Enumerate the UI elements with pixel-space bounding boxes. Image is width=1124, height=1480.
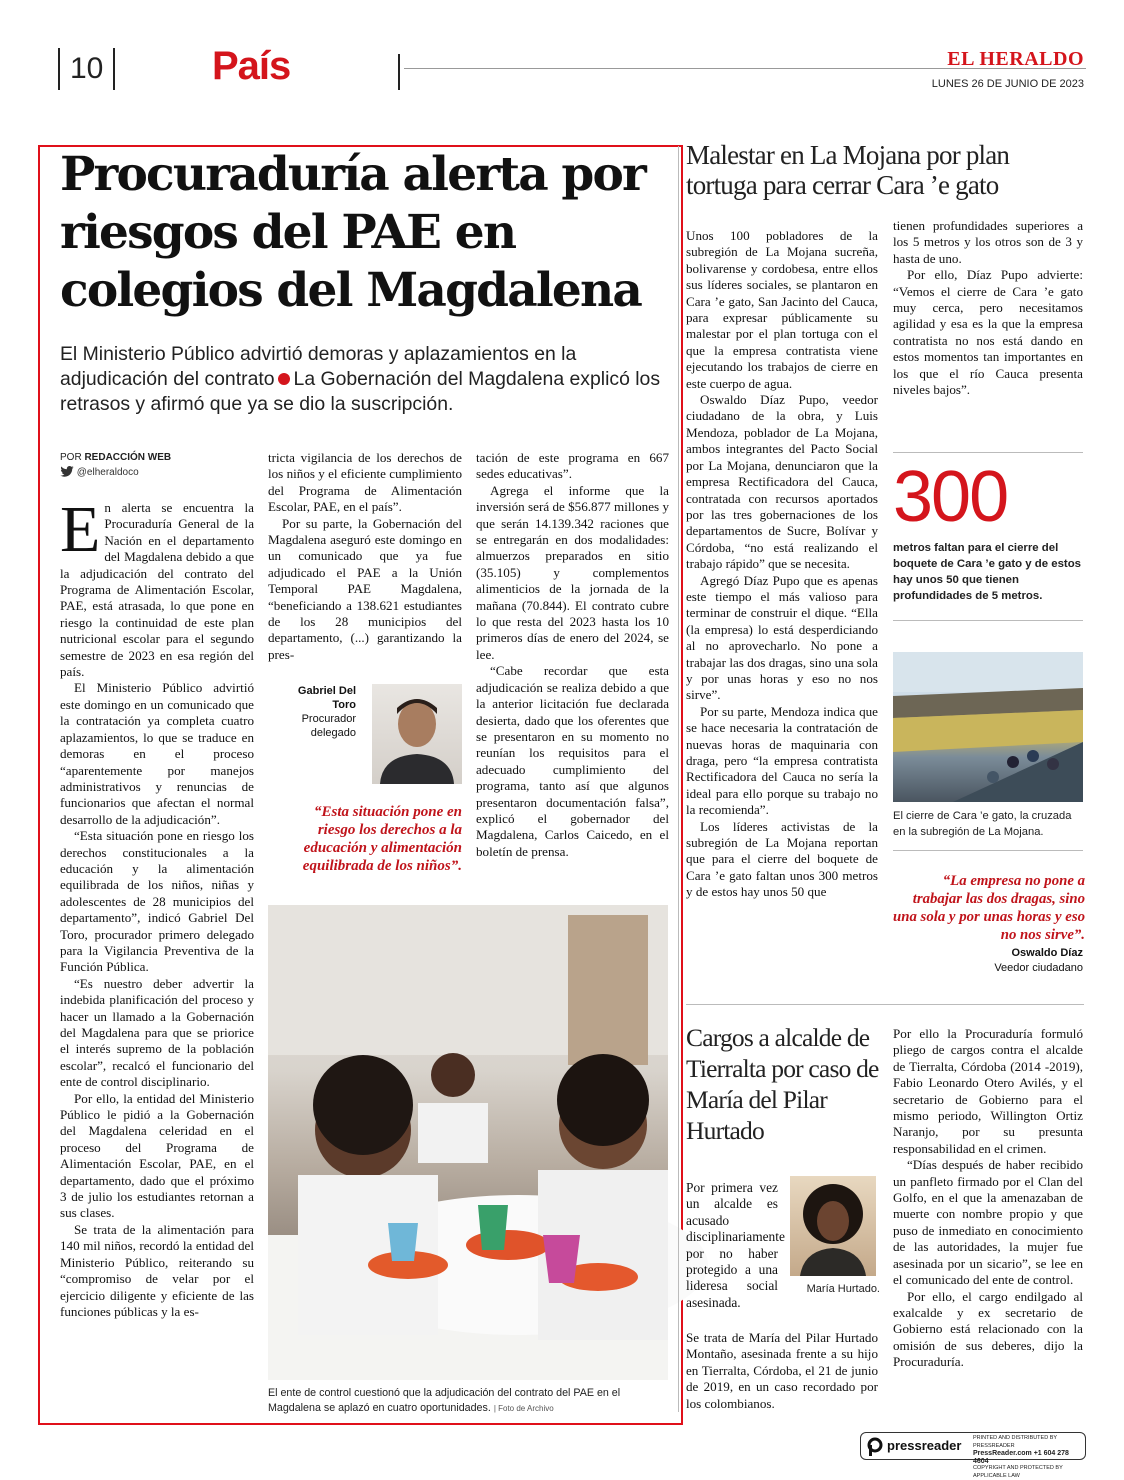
drop-cap: E: [60, 493, 101, 566]
main-deck: [60, 342, 670, 417]
paragraph: Se trata de María del Pilar Hurtado Montaño, asesinada frente a su hijo en Tierralta, Córdoba, el 21 de junio de 2019, en un caso recordado por los colombianos.: [686, 1330, 878, 1411]
portrait-photo-maria-hurtado: [790, 1176, 876, 1276]
paragraph: Agregó Díaz Pupo que es apenas este tiempo el más valioso para terminar de construir el dique. “Ella (la empresa) lo está desperdiciando al no aprovecharlo. No pone a trabajar las dos dragas, sino una sola y por unas horas y eso no nos sirve”.: [686, 572, 878, 703]
paragraph: Por ello la Procuraduría formuló pliego de cargos contra el alcalde de Tierralta, Córdoba (2014 -2019), Fabio Leonardo Otero Avilés, y el secretario de Gobierno para el mismo periodo, Willington Ortiz Naranjo, por su presunta responsabilidad en el crimen.: [893, 1026, 1083, 1156]
caption-text: El ente de control cuestionó que la adjudicación del contrato del PAE en el Magdalena se aplazó en cuatro oportunidades.: [268, 1387, 621, 1414]
mojana-col-2: [893, 218, 1083, 444]
logo-note-2: PressReader.com +1 604 278 4604: [973, 1450, 1069, 1465]
deck-part-1: El Ministerio Público advirtió demoras y aplazamientos en la adjudicación del contrato: [60, 343, 577, 390]
person-silhouette-icon: [372, 684, 462, 784]
paragraph: Por su parte, Mendoza indica que se hace necesaria la contratación de nuevas horas de maquinaria con draga, pero “la empresa contratista Rectificadora del Cauca no sería la ideal para ello porque su trabajo no la recomienda”.: [686, 703, 878, 818]
tierralta-col-1: [686, 1330, 878, 1420]
factbox-rule: [893, 620, 1083, 621]
paragraph: Por su parte, la Gobernación del Magdalena aseguró este domingo en un comunicado que ya fue adjudicado el PAE a la Unión Temporal PAE Magdalena, “beneficiando a 138.621 estudiantes de los 28 municipios del departamento, (...) garantizando la pres-: [268, 515, 462, 662]
portrait-label: [276, 684, 356, 740]
portrait-name: Gabriel Del Toro: [297, 685, 356, 711]
logo-text: pressreader: [887, 1438, 962, 1453]
main-headline: Procuraduría alerta por riesgos del PAE en colegios del Magdalena: [60, 147, 645, 318]
photo-children-eating: [268, 905, 668, 1380]
paragraph: tienen profundidades superiores a los 5 metros y los otros son de 3 y hasta de uno.: [893, 218, 1083, 266]
paragraph: “Cabe recordar que esta adjudicación se realiza debido a que la anterior licitación fue declarada desierta, dado que los oferentes que se presentaron en su momento no reunían los requisitos para el adecuado cumplimiento del programa, tanto así que algunos presentaron documentación falsa”, explicó el gobernador del Magdalena, Carlos Caicedo, en el boletín de prensa.: [476, 663, 669, 859]
mojana-col-1: [686, 228, 878, 978]
paragraph: “Esta situación pone en riesgo los derechos constitucionales a la educación y la alimentación equilibrada de los niños, niñas y adolescentes de 28 municipios del departamento”, indicó Gabriel Del Toro, procurador primero delegado para la Vigilancia Preventiva de la Función Pública.: [60, 828, 254, 975]
paragraph: Por ello, la entidad del Ministerio Público le pidió a la Gobernación del Magdalena celeridad en el proceso del Programa de Alimentación Escolar, PAE, en el departamento, dado que el próximo 3 de julio los estudiantes retornan a sus clases.: [60, 1090, 254, 1221]
quote-source-role: Veedor ciudadano: [994, 962, 1083, 974]
tierralta-lead: Por primera vez un alcalde es acusado disciplinariamente por no haber protegido a una lideresa social asesinada.: [686, 1180, 785, 1310]
section-rule: [686, 1004, 1084, 1005]
deck-part-2: La Gobernación del Magdalena explicó los retrasos y afirmó que ya se dio la suscripción.: [60, 368, 661, 415]
section-title: País: [212, 44, 291, 88]
photo-credit: | Foto de Archivo: [493, 1403, 554, 1413]
paragraph: Por ello, Díaz Pupo advierte: “Vemos el cierre de Cara ’e gato muy cerca, pero necesitamos agilidad y esa es la que la empresa contratista no nos está dando en estos momentos tan importantes en los que el río Cauca presenta niveles bajos”.: [893, 267, 1083, 398]
pressreader-logo: [860, 1432, 1086, 1479]
logo-note-3: COPYRIGHT AND PROTECTED BY APPLICABLE LAW: [973, 1465, 1063, 1479]
byline: [60, 452, 171, 463]
byline-author: REDACCIÓN WEB: [84, 452, 172, 463]
paragraph: Unos 100 pobladores de la subregión de La Mojana sucreña, bolivarense y cordobesa, entre ellos sus líderes sociales, se plantaron en Cara ’e gato, San Jacinto del Cauca, para expresar públicamente su malestar por el plan tortuga con el que la empresa contratista viene ejecutando los trabajos de cierre en este cuerpo de agua.: [686, 228, 878, 391]
tierralta-headline: Cargos a alcalde de Tierralta por caso de María del Pilar Hurtado: [686, 1023, 879, 1145]
quote-rule: [893, 850, 1083, 851]
paragraph: Oswaldo Díaz Pupo, veedor ciudadano de la obra, y Luis Mendoza, poblador de La Mojana, ambos integrantes del Pacto Social por La Mojana, denunciaron que la empresa Rectificadora del Cauca, contratada con recursos aportados por las tres gobernaciones de los departamentos de Sucre, Bolívar y Córdoba, “no está realizando el trabajo rápido” que se necesita.: [686, 392, 878, 572]
main-col-3: [476, 450, 669, 880]
paragraph: “Días después de haber recibido un panfleto firmado por el Clan del Golfo, en el que la amenazaban de muerte con nombre propio y que puso de inmediato en conocimiento de las autoridades, la mujer fue asesinada por un sicario”, se lee en el comunicado del ente de control.: [893, 1157, 1083, 1288]
paragraph: El Ministerio Público advirtió este domingo en un comunicado que la contratación ya completa cuatro aplazamientos, lo que se traduce en demoras en el proceso “aparentemente por manejos administrativos y renuncias de funcionarios que afectan el normal desarrollo de la adjudicación”.: [60, 680, 254, 827]
pull-quote: “Esta situación pone en riesgo los derechos a la educación y alimentación equilibrada de los niños”.: [302, 804, 462, 874]
logo-note-1: PRINTED AND DISTRIBUTED BY PRESSREADER: [973, 1435, 1057, 1449]
column-divider: [678, 146, 679, 1412]
byline-prefix: POR: [60, 452, 82, 463]
issue-date: LUNES 26 DE JUNIO DE 2023: [931, 78, 1084, 90]
mojana-quote-source: [893, 946, 1083, 976]
person-silhouette-icon: [790, 1176, 876, 1276]
paragraph: tación de este programa en 667 sedes educativas”.: [476, 450, 669, 482]
mojana-quote: “La empresa no pone a trabajar las dos dragas, sino una sola y por unas horas y eso no nos sirve”.: [893, 873, 1085, 943]
bullet-dot-icon: [278, 373, 290, 385]
main-col-1: [60, 493, 254, 1420]
handle-text: @elheraldoco: [76, 467, 139, 478]
paragraph: tricta vigilancia de los derechos de los niños y el eficiente cumplimiento del Programa de Alimentación Escolar, PAE, en el país”.: [268, 450, 462, 515]
photo-cara-e-gato: [893, 652, 1083, 802]
factbox-rule: [893, 452, 1083, 453]
page-number: 10: [58, 48, 115, 90]
pressreader-p-icon: [867, 1438, 883, 1456]
twitter-handle: [60, 466, 139, 478]
photo-placeholder-illustration: [893, 652, 1083, 802]
quote-source-name: Oswaldo Díaz: [1011, 947, 1083, 959]
mojana-headline: Malestar en La Mojana por plan tortuga para cerrar Cara ’e gato: [686, 140, 1010, 200]
paragraph: Por ello, el cargo endilgado al exalcalde y ex secretario de Gobierno está relacionado con la omisión de sus deberes, dijo la Procuraduría.: [893, 1288, 1083, 1370]
tierralta-portrait-caption: María Hurtado.: [806, 1283, 880, 1295]
stat-text: metros faltan para el cierre del boquete de Cara ’e gato y de estos hay unos 50 que tienen profundidades de 5 metros.: [893, 542, 1081, 602]
main-col-2: [268, 450, 462, 660]
paragraph: Se trata de la alimentación para 140 mil niños, recordó la entidad del Ministerio Público, reiterando su “compromiso de velar por el ejercicio diligente y eficiente de las funciones públicas y la es-: [60, 1221, 254, 1319]
lead-paragraph: n alerta se encuentra la Procuraduría General de la Nación en el departamento del Magdalena debido a que la adjudicación del contrato del Programa de Alimentación Escolar, PAE, está atrasada, lo que pone en riesgo la continuidad de este plan nutricional escolar para el segundo semestre de 2023 en esa región del país.: [60, 500, 254, 680]
newspaper-brand: EL HERALDO: [947, 48, 1084, 70]
portrait-photo-gabriel-del-toro: [372, 684, 462, 784]
header-divider: [398, 54, 400, 90]
portrait-role: Procurador delegado: [301, 713, 356, 739]
paragraph: “Es nuestro deber advertir la indebida planificación del proceso y hacer un llamado a la Gobernación del Magdalena para que se priorice el interés supremo de la población escolar”, recalcó el funcionario del ente de control disciplinario.: [60, 975, 254, 1090]
paragraph: Agrega el informe que la inversión será de $56.877 millones y que serán 14.139.342 raciones que se entregarán en dos modalidades: almuerzos preparados en sitio (35.105) y complementos alimenticios de la jornada de la mañana (70.844). El contrato cubre lo que resta del 2023 hasta los 10 primeros días de enero del 2024, se lee.: [476, 482, 669, 662]
photo-placeholder-illustration: [268, 905, 668, 1380]
twitter-icon: [60, 466, 74, 477]
mojana-photo-caption: El cierre de Cara ’e gato, la cruzada en la subregión de La Mojana.: [893, 810, 1072, 838]
main-photo-caption: [268, 1386, 672, 1416]
tierralta-col-2: [893, 1026, 1083, 1420]
stat-number: 300: [893, 457, 1008, 537]
paragraph: Los líderes activistas de la subregión de La Mojana reportan que para el cierre del boquete de Cara ’e gato faltan unos 300 metros y de estos hay unos 50 que: [686, 818, 878, 900]
